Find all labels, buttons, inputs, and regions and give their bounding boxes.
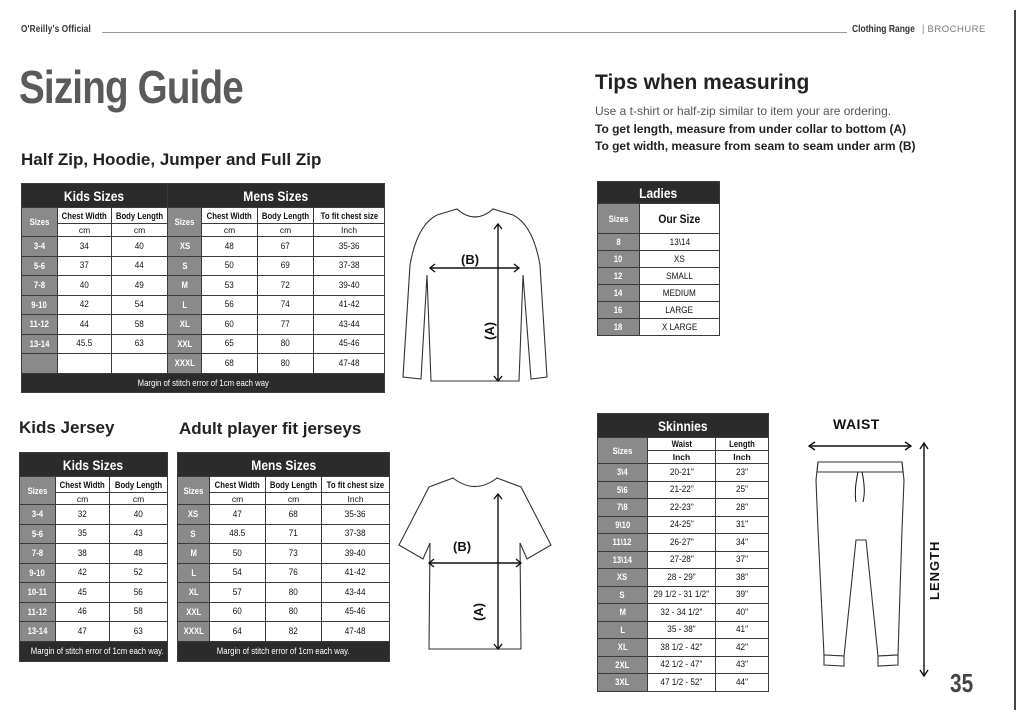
- skinnies-illustration: [800, 430, 940, 680]
- section-kids-jersey-title: Kids Jersey: [19, 418, 115, 437]
- section-adult-jersey-title: Adult player fit jerseys: [179, 419, 362, 438]
- value-cell: 73: [266, 544, 322, 564]
- value-cell: 63: [110, 622, 168, 642]
- table-row: [20, 602, 168, 622]
- value-cell: 31": [716, 516, 769, 534]
- tips-title: Tips when measuring: [595, 71, 810, 94]
- table-row: [598, 499, 769, 517]
- page-edge: [1014, 10, 1016, 710]
- value-cell: 29 1/2 - 31 1/2": [648, 586, 716, 604]
- col-header-length: Length: [716, 438, 769, 451]
- table-row: [178, 505, 390, 525]
- size-cell: 14: [598, 285, 640, 302]
- value-cell: 52: [110, 563, 168, 583]
- value-cell: 63: [112, 334, 168, 354]
- value-cell: 41-42: [322, 563, 390, 583]
- size-cell: 9\10: [598, 516, 648, 534]
- value-cell: X LARGE: [640, 319, 720, 336]
- adult-jersey-footer: Margin of stitch error of 1cm each way.: [178, 641, 390, 661]
- value-cell: 35-36: [314, 237, 385, 257]
- size-cell: 7-8: [20, 544, 56, 564]
- size-cell: S: [178, 524, 210, 544]
- size-cell: M: [168, 276, 202, 296]
- value-cell: MEDIUM: [640, 285, 720, 302]
- size-cell: 7\8: [598, 499, 648, 517]
- adult-jersey-size-table: [177, 452, 390, 662]
- halfzip-footer: Margin of stitch error of 1cm each way: [22, 373, 385, 392]
- table-row: [178, 563, 390, 583]
- value-cell: 80: [258, 354, 314, 374]
- header-range: [852, 24, 986, 35]
- table-row: [598, 604, 769, 622]
- unit-label: Inch: [716, 451, 769, 464]
- tshirt-illustration: [395, 473, 555, 653]
- size-cell: 5-6: [22, 256, 58, 276]
- size-cell: 3-4: [20, 505, 56, 525]
- value-cell: 58: [112, 315, 168, 335]
- size-cell: 18: [598, 319, 640, 336]
- value-cell: 69: [258, 256, 314, 276]
- size-cell: 11\12: [598, 534, 648, 552]
- value-cell: 71: [266, 524, 322, 544]
- skinnies-header: Skinnies: [598, 414, 769, 438]
- value-cell: 37: [58, 256, 112, 276]
- table-row: [20, 563, 168, 583]
- table-row: [598, 569, 769, 587]
- value-cell: 35 - 38": [648, 621, 716, 639]
- value-cell: 34": [716, 534, 769, 552]
- value-cell: [58, 354, 112, 374]
- unit-label: Inch: [648, 451, 716, 464]
- table-row: [178, 524, 390, 544]
- size-cell: 13\14: [598, 551, 648, 569]
- value-cell: 41-42: [314, 295, 385, 315]
- size-cell: 10: [598, 251, 640, 268]
- tshirt-length-label: (A): [471, 602, 486, 621]
- halfzip-kids-header: Kids Sizes: [22, 184, 168, 208]
- size-cell: S: [598, 586, 648, 604]
- unit-label: Inch: [314, 224, 385, 237]
- size-cell: XL: [598, 639, 648, 657]
- value-cell: 50: [202, 256, 258, 276]
- table-row: [598, 656, 769, 674]
- value-cell: 42": [716, 639, 769, 657]
- col-header-sizes: Sizes: [178, 477, 210, 505]
- value-cell: 45.5: [58, 334, 112, 354]
- table-row: [22, 237, 385, 257]
- value-cell: 35-36: [322, 505, 390, 525]
- value-cell: 47-48: [314, 354, 385, 374]
- skinnies-size-table: [597, 413, 769, 692]
- size-cell: 5-6: [20, 524, 56, 544]
- size-cell: XL: [168, 315, 202, 335]
- leg-length-label: LENGTH: [927, 540, 942, 600]
- value-cell: 40": [716, 604, 769, 622]
- tip-line-3: To get width, measure from seam to seam under arm (B): [595, 139, 916, 153]
- value-cell: 39": [716, 586, 769, 604]
- right-cuff: [878, 655, 898, 666]
- unit-label: cm: [258, 224, 314, 237]
- value-cell: 28 - 29": [648, 569, 716, 587]
- value-cell: 47-48: [322, 622, 390, 642]
- size-cell: 9-10: [20, 563, 56, 583]
- table-row: [598, 674, 769, 692]
- value-cell: 67: [258, 237, 314, 257]
- tip-line-1: Use a t-shirt or half-zip similar to item your are ordering.: [595, 104, 892, 118]
- range-separator: |: [921, 24, 925, 35]
- size-cell: S: [168, 256, 202, 276]
- table-row: [598, 639, 769, 657]
- value-cell: 45-46: [314, 334, 385, 354]
- col-header-length: Body Length: [112, 208, 168, 224]
- brand-name: O'Reilly's Official: [21, 24, 91, 35]
- left-cuff: [824, 655, 844, 666]
- col-header-sizes: Sizes: [598, 438, 648, 464]
- waist-label: WAIST: [833, 416, 880, 432]
- value-cell: 25": [716, 481, 769, 499]
- size-cell: [22, 354, 58, 374]
- value-cell: 20-21": [648, 464, 716, 482]
- table-row: [178, 622, 390, 642]
- value-cell: 13\14: [640, 234, 720, 251]
- range-label: Clothing Range: [852, 24, 915, 35]
- table-row: [178, 583, 390, 603]
- value-cell: 40: [112, 237, 168, 257]
- value-cell: 56: [110, 583, 168, 603]
- size-cell: 3-4: [22, 237, 58, 257]
- table-row: [598, 234, 720, 251]
- col-header-length: Body Length: [266, 477, 322, 493]
- brochure-label: BROCHURE: [927, 24, 986, 35]
- unit-label: cm: [110, 493, 168, 505]
- table-row: [598, 319, 720, 336]
- table-row: [598, 586, 769, 604]
- col-header-chest: Chest Width: [58, 208, 112, 224]
- value-cell: 38 1/2 - 42": [648, 639, 716, 657]
- table-row: [20, 524, 168, 544]
- table-row: [598, 534, 769, 552]
- value-cell: 53: [202, 276, 258, 296]
- value-cell: 26-27": [648, 534, 716, 552]
- size-cell: 11-12: [22, 315, 58, 335]
- table-row: [598, 464, 769, 482]
- value-cell: 80: [258, 334, 314, 354]
- halfzip-mens-header: Mens Sizes: [168, 184, 385, 208]
- col-header-length: Body Length: [258, 208, 314, 224]
- size-cell: XXXL: [168, 354, 202, 374]
- value-cell: 37": [716, 551, 769, 569]
- value-cell: 48: [110, 544, 168, 564]
- value-cell: 77: [258, 315, 314, 335]
- table-row: [20, 583, 168, 603]
- long-sleeve-top-outline: [403, 209, 547, 381]
- ladies-header: Ladies: [598, 182, 720, 204]
- size-cell: 10-11: [20, 583, 56, 603]
- table-row: [22, 276, 385, 296]
- value-cell: 54: [210, 563, 266, 583]
- size-cell: 2XL: [598, 656, 648, 674]
- size-cell: 12: [598, 268, 640, 285]
- table-row: [20, 544, 168, 564]
- size-cell: 13-14: [20, 622, 56, 642]
- unit-label: cm: [210, 493, 266, 505]
- table-row: [598, 285, 720, 302]
- waistband: [817, 462, 903, 472]
- value-cell: 60: [210, 602, 266, 622]
- value-cell: 39-40: [314, 276, 385, 296]
- unit-label: cm: [56, 493, 110, 505]
- size-cell: M: [598, 604, 648, 622]
- value-cell: 60: [202, 315, 258, 335]
- value-cell: 23": [716, 464, 769, 482]
- table-row: [20, 622, 168, 642]
- size-cell: XS: [178, 505, 210, 525]
- value-cell: 44": [716, 674, 769, 692]
- col-header-chest: Chest Width: [202, 208, 258, 224]
- page-title: Sizing Guide: [19, 61, 243, 113]
- value-cell: 22-23": [648, 499, 716, 517]
- tshirt-width-label: (B): [453, 539, 472, 554]
- value-cell: 43": [716, 656, 769, 674]
- col-header-chest: Chest Width: [56, 477, 110, 493]
- value-cell: 43-44: [322, 583, 390, 603]
- col-header-chest: Chest Width: [210, 477, 266, 493]
- size-cell: XS: [168, 237, 202, 257]
- table-row: [598, 621, 769, 639]
- value-cell: 42 1/2 - 47": [648, 656, 716, 674]
- unit-label: cm: [266, 493, 322, 505]
- value-cell: 37-38: [314, 256, 385, 276]
- value-cell: 41": [716, 621, 769, 639]
- value-cell: 44: [58, 315, 112, 335]
- col-header-sizes: Sizes: [168, 208, 202, 237]
- halfzip-size-table: [21, 183, 385, 393]
- value-cell: 32 - 34 1/2": [648, 604, 716, 622]
- value-cell: 82: [266, 622, 322, 642]
- size-cell: XXL: [178, 602, 210, 622]
- value-cell: 72: [258, 276, 314, 296]
- value-cell: SMALL: [640, 268, 720, 285]
- adult-jersey-header: Mens Sizes: [178, 453, 390, 477]
- value-cell: 48.5: [210, 524, 266, 544]
- size-cell: XXXL: [178, 622, 210, 642]
- kids-jersey-footer: Margin of stitch error of 1cm each way.: [20, 641, 168, 661]
- value-cell: 68: [202, 354, 258, 374]
- page-number: 35: [950, 668, 974, 698]
- table-row: [178, 544, 390, 564]
- value-cell: 45: [56, 583, 110, 603]
- value-cell: [112, 354, 168, 374]
- size-cell: 13-14: [22, 334, 58, 354]
- table-row: [598, 302, 720, 319]
- value-cell: 28": [716, 499, 769, 517]
- size-cell: XS: [598, 569, 648, 587]
- size-cell: 16: [598, 302, 640, 319]
- size-cell: 11-12: [20, 602, 56, 622]
- value-cell: 43-44: [314, 315, 385, 335]
- value-cell: XS: [640, 251, 720, 268]
- unit-label: Inch: [322, 493, 390, 505]
- size-cell: XL: [178, 583, 210, 603]
- size-cell: 9-10: [22, 295, 58, 315]
- value-cell: 27-28": [648, 551, 716, 569]
- size-cell: 3XL: [598, 674, 648, 692]
- value-cell: 45-46: [322, 602, 390, 622]
- col-header-sizes: Sizes: [598, 204, 640, 234]
- value-cell: 47 1/2 - 52": [648, 674, 716, 692]
- table-row: [22, 354, 385, 374]
- value-cell: 42: [58, 295, 112, 315]
- value-cell: 38: [56, 544, 110, 564]
- size-cell: M: [178, 544, 210, 564]
- kids-jersey-size-table: [19, 452, 168, 662]
- table-row: [598, 268, 720, 285]
- col-header-fit: To fit chest size: [322, 477, 390, 493]
- value-cell: 40: [110, 505, 168, 525]
- tips-text: [595, 103, 916, 156]
- trouser-outline: [816, 462, 904, 656]
- value-cell: 32: [56, 505, 110, 525]
- value-cell: 65: [202, 334, 258, 354]
- col-header-waist: Waist: [648, 438, 716, 451]
- col-header-our-size: Our Size: [640, 204, 720, 234]
- unit-label: cm: [202, 224, 258, 237]
- size-cell: 3\4: [598, 464, 648, 482]
- value-cell: 37-38: [322, 524, 390, 544]
- value-cell: 76: [266, 563, 322, 583]
- value-cell: 44: [112, 256, 168, 276]
- size-cell: 7-8: [22, 276, 58, 296]
- value-cell: 50: [210, 544, 266, 564]
- value-cell: 54: [112, 295, 168, 315]
- value-cell: 24-25": [648, 516, 716, 534]
- value-cell: 39-40: [322, 544, 390, 564]
- table-row: [178, 602, 390, 622]
- size-cell: L: [598, 621, 648, 639]
- value-cell: 49: [112, 276, 168, 296]
- length-label: (A): [482, 321, 497, 340]
- value-cell: 46: [56, 602, 110, 622]
- col-header-sizes: Sizes: [22, 208, 58, 237]
- table-row: [598, 481, 769, 499]
- table-row: [22, 256, 385, 276]
- size-cell: L: [178, 563, 210, 583]
- value-cell: 74: [258, 295, 314, 315]
- size-cell: L: [168, 295, 202, 315]
- value-cell: 47: [210, 505, 266, 525]
- table-row: [22, 315, 385, 335]
- value-cell: 34: [58, 237, 112, 257]
- value-cell: 68: [266, 505, 322, 525]
- value-cell: 48: [202, 237, 258, 257]
- col-header-length: Body Length: [110, 477, 168, 493]
- table-row: [22, 334, 385, 354]
- value-cell: 35: [56, 524, 110, 544]
- table-row: [598, 251, 720, 268]
- size-cell: 5\6: [598, 481, 648, 499]
- value-cell: 57: [210, 583, 266, 603]
- ladies-size-table: [597, 181, 720, 336]
- unit-label: cm: [112, 224, 168, 237]
- value-cell: 47: [56, 622, 110, 642]
- value-cell: 40: [58, 276, 112, 296]
- value-cell: 38": [716, 569, 769, 587]
- value-cell: 21-22": [648, 481, 716, 499]
- size-cell: XXL: [168, 334, 202, 354]
- value-cell: 56: [202, 295, 258, 315]
- value-cell: 64: [210, 622, 266, 642]
- section-halfzip-title: Half Zip, Hoodie, Jumper and Full Zip: [21, 150, 322, 169]
- value-cell: 42: [56, 563, 110, 583]
- value-cell: LARGE: [640, 302, 720, 319]
- kids-jersey-header: Kids Sizes: [20, 453, 168, 477]
- unit-label: cm: [58, 224, 112, 237]
- value-cell: 80: [266, 583, 322, 603]
- width-label: (B): [461, 252, 480, 267]
- size-cell: 8: [598, 234, 640, 251]
- long-sleeve-top-illustration: [395, 205, 555, 385]
- col-header-sizes: Sizes: [20, 477, 56, 505]
- table-row: [22, 295, 385, 315]
- value-cell: 58: [110, 602, 168, 622]
- table-row: [598, 551, 769, 569]
- table-row: [20, 505, 168, 525]
- col-header-fit: To fit chest size: [314, 208, 385, 224]
- header-rule: [102, 32, 847, 33]
- table-row: [598, 516, 769, 534]
- value-cell: 80: [266, 602, 322, 622]
- tip-line-2: To get length, measure from under collar to bottom (A): [595, 121, 907, 136]
- value-cell: 43: [110, 524, 168, 544]
